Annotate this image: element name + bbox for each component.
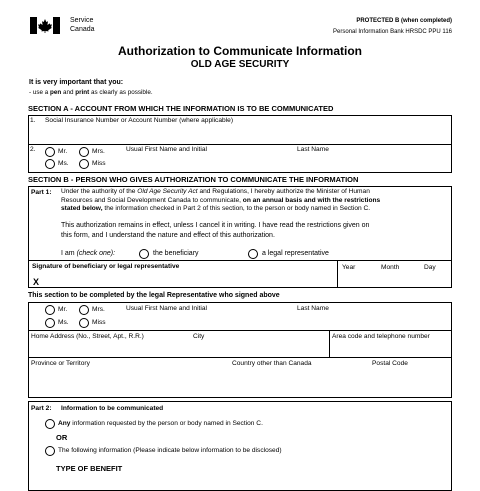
rep-postal-code-field[interactable]: Postal Code	[372, 360, 408, 367]
rep-home-address-field[interactable]: Home Address (No., Street, Apt., R.R.)	[31, 333, 144, 340]
rep-title-mr-radio[interactable]	[45, 305, 55, 315]
part1-para2-line2: this form, and I understand the nature and effect of this authorization.	[61, 232, 275, 239]
any-info-bold: Any	[58, 420, 71, 427]
title-miss-radio[interactable]	[79, 159, 89, 169]
part2-heading: Information to be communicated	[61, 405, 164, 412]
signature-x-mark: X	[33, 277, 40, 287]
last-name-field[interactable]: Last Name	[297, 146, 329, 153]
form-subtitle: OLD AGE SECURITY	[190, 59, 290, 70]
date-day-label: Day	[424, 264, 436, 271]
section-a-divider	[28, 144, 452, 145]
signature-date-divider	[337, 260, 338, 288]
part1-line3-bold: stated below,	[61, 205, 103, 213]
sin-field[interactable]: Social Insurance Number or Account Number (where applicable)	[45, 117, 234, 124]
title-mr-label: Mr.	[58, 148, 68, 155]
signature-label: Signature of beneficiary or legal representative	[32, 263, 180, 270]
rep-phone-field[interactable]: Area code and telephone number	[332, 333, 430, 340]
legal-rep-radio[interactable]	[248, 249, 258, 259]
check-one-text: (check one):	[76, 250, 116, 257]
rep-last-name-field[interactable]: Last Name	[297, 305, 329, 312]
part1-para2-line1: This authorization remains in effect, unless I cancel it in writing. I have read the restrictions given on	[61, 222, 370, 229]
intro-bullet-print: print	[75, 89, 90, 96]
legal-rep-label: a legal representative	[262, 250, 329, 257]
rep-city-field[interactable]: City	[193, 333, 205, 340]
any-info-rest: information requested by the person or body named in Section C.	[70, 420, 263, 427]
title-ms-radio[interactable]	[45, 159, 55, 169]
title-miss-label: Miss	[92, 160, 106, 167]
following-info-label: The following information (Please indicate below information to be disclosed)	[58, 447, 282, 454]
info-bank-label: Personal Information Bank HRSDC PPU 116	[333, 29, 452, 35]
section-a-row2-num: 2.	[30, 146, 36, 153]
section-a-title: SECTION A - ACCOUNT FROM WHICH THE INFORMATION IS TO BE COMMUNICATED	[28, 104, 334, 113]
intro-bullet	[29, 89, 153, 96]
date-year-label: Year	[342, 264, 356, 271]
part1-line1	[61, 188, 449, 197]
part1-label: Part 1:	[31, 189, 52, 196]
or-label: OR	[56, 433, 68, 442]
rep-province-field[interactable]: Province or Territory	[31, 360, 90, 367]
rep-title-miss-label: Miss	[92, 319, 106, 326]
intro-bullet-pen: pen	[50, 89, 62, 96]
any-info-radio[interactable]	[45, 419, 55, 429]
any-info-label	[58, 420, 263, 427]
part2-label: Part 2:	[31, 405, 52, 412]
signature-field[interactable]	[44, 274, 334, 286]
date-month-label: Month	[381, 264, 400, 271]
rep-divider-2	[28, 357, 452, 358]
rep-section-title: This section to be completed by the legal Representative who signed above	[28, 292, 280, 299]
intro-bullet-prefix: - use a	[29, 89, 50, 96]
rep-phone-divider	[329, 330, 330, 357]
org-name-line2: Canada	[70, 26, 95, 33]
part2-box	[28, 401, 452, 491]
org-name-line1: Service	[70, 17, 94, 24]
rep-divider-1	[28, 330, 452, 331]
section-a-row1-num: 1.	[30, 117, 36, 124]
rep-title-ms-label: Ms.	[58, 319, 69, 326]
part1-line3-text: the information checked in Part 2 of this section, to the person or body named in Section C.	[102, 205, 371, 213]
part1-line3	[61, 205, 449, 214]
beneficiary-label: the beneficiary	[153, 250, 199, 257]
signature-row-top	[28, 260, 452, 261]
intro-bullet-and: and	[61, 89, 76, 96]
rep-first-name-field[interactable]: Usual First Name and Initial	[126, 305, 207, 312]
form-title: Authorization to Communicate Information	[118, 44, 362, 58]
protected-label: PROTECTED B (when completed)	[356, 18, 452, 24]
rep-title-mrs-radio[interactable]	[79, 305, 89, 315]
rep-title-mrs-label: Mrs.	[92, 306, 105, 313]
first-name-field[interactable]: Usual First Name and Initial	[126, 146, 207, 153]
part1-line1-text: Under the authority of the	[61, 188, 138, 195]
title-mrs-radio[interactable]	[79, 147, 89, 157]
part1-paragraph-2	[61, 221, 449, 241]
rep-title-ms-radio[interactable]	[45, 318, 55, 328]
part1-line1-tail: and Regulations, I hereby authorize the Minister of Human	[197, 188, 370, 195]
i-am-label	[61, 250, 115, 257]
part1-paragraph	[61, 188, 449, 214]
part1-act-name: Old Age Security Act	[137, 188, 198, 195]
title-mr-radio[interactable]	[45, 147, 55, 157]
type-of-benefit-heading: TYPE OF BENEFIT	[56, 464, 123, 473]
title-ms-label: Ms.	[58, 160, 69, 167]
following-info-radio[interactable]	[45, 446, 55, 456]
rep-title-mr-label: Mr.	[58, 306, 68, 313]
part1-line2	[61, 197, 449, 206]
part1-line2-bold: on an annual basis and with the restrictions	[242, 196, 381, 204]
part1-line2-text: Resources and Social Development Canada to communicate,	[61, 196, 243, 204]
i-am-text: I am	[61, 250, 77, 257]
section-b-title: SECTION B - PERSON WHO GIVES AUTHORIZATION TO COMMUNICATE THE INFORMATION	[28, 175, 359, 184]
intro-heading: It is very important that you:	[29, 79, 124, 86]
beneficiary-radio[interactable]	[139, 249, 149, 259]
canada-flag-logo	[30, 17, 60, 34]
intro-bullet-suffix: as clearly as possible.	[89, 89, 153, 96]
rep-title-miss-radio[interactable]	[79, 318, 89, 328]
rep-section-box	[28, 302, 452, 398]
rep-country-field[interactable]: Country other than Canada	[232, 360, 312, 367]
title-mrs-label: Mrs.	[92, 148, 105, 155]
